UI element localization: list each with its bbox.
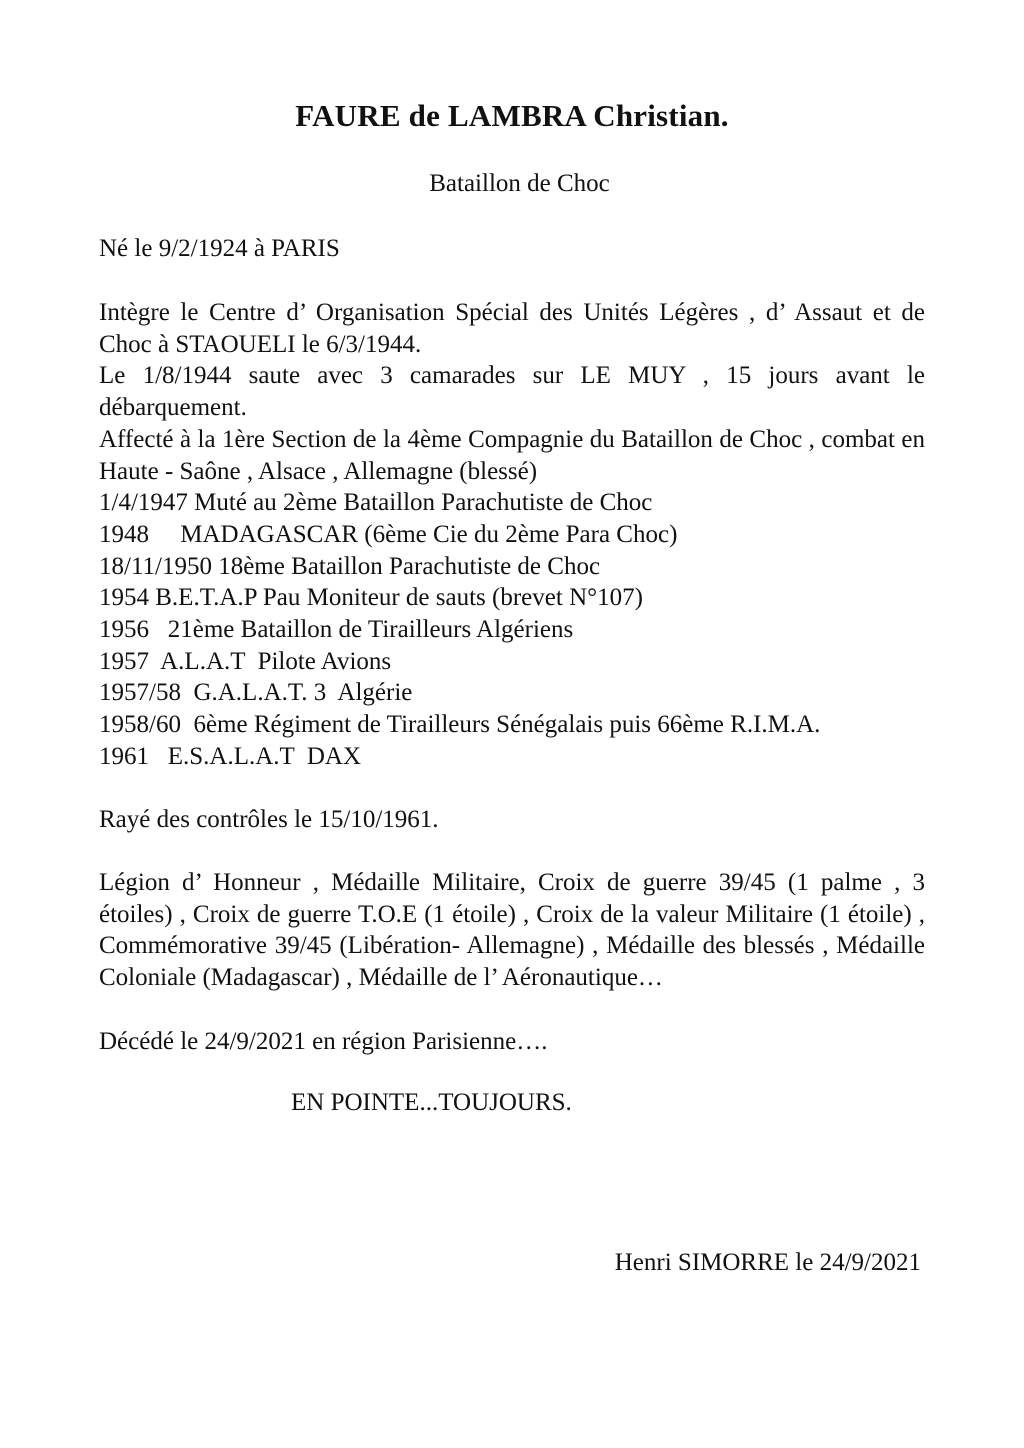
timeline-entry: 1957 A.L.A.T Pilote Avions xyxy=(99,647,392,675)
jump-paragraph: Le 1/8/1944 saute avec 3 camarades sur LE MUY , 15 jours avant le débarquement. xyxy=(99,362,925,422)
struck-off-line: Rayé des contrôles le 15/10/1961. xyxy=(99,806,439,833)
death-line: Décédé le 24/9/2021 en région Parisienne…. xyxy=(99,1028,548,1055)
timeline-entry: 1/4/1947 Muté au 2ème Bataillon Parachutiste de Choc xyxy=(99,489,653,517)
awards-paragraph: Légion d’ Honneur , Médaille Militaire, Croix de guerre 39/45 (1 palme , 3 étoiles) , Croix de guerre T.O.E (1 étoile) , Croix de la valeur Militaire (1 étoile) , Commémorative 39/45 (Libération- Allemagne) , Médaille des blessés , Médaille Coloniale (Madagascar) , Médaille de l’ Aéronautique… xyxy=(99,869,925,992)
timeline-entry: 18/11/1950 18ème Bataillon Parachutiste de Choc xyxy=(99,552,601,580)
timeline-entry: 1954 B.E.T.A.P Pau Moniteur de sauts (brevet N°107) xyxy=(99,584,643,612)
timeline-entry: 1958/60 6ème Régiment de Tirailleurs Sénégalais puis 66ème R.I.M.A. xyxy=(99,711,821,739)
unit-subtitle: Bataillon de Choc xyxy=(429,170,610,197)
timeline-entry: 1948 MADAGASCAR (6ème Cie du 2ème Para Choc) xyxy=(99,520,678,548)
timeline-entry: 1956 21ème Bataillon de Tirailleurs Algériens xyxy=(99,616,574,644)
signature-line: Henri SIMORRE le 24/9/2021 xyxy=(614,1249,921,1276)
motto: EN POINTE...TOUJOURS. xyxy=(291,1089,572,1116)
career-section xyxy=(99,297,925,773)
assignment-paragraph: Affecté à la 1ère Section de la 4ème Compagnie du Bataillon de Choc , combat en Haute - Saône , Alsace , Allemagne (blessé) xyxy=(99,425,925,485)
timeline-entry: 1957/58 G.A.L.A.T. 3 Algérie xyxy=(99,679,413,707)
career-paragraph: Intègre le Centre d’ Organisation Spécial des Unités Légères , d’ Assaut et de Choc à STAOUELI le 6/3/1944. xyxy=(99,299,925,358)
timeline-entry: 1961 E.S.A.L.A.T DAX xyxy=(99,742,362,770)
birth-line: Né le 9/2/1924 à PARIS xyxy=(99,235,340,262)
page-title: FAURE de LAMBRA Christian. xyxy=(295,98,729,133)
